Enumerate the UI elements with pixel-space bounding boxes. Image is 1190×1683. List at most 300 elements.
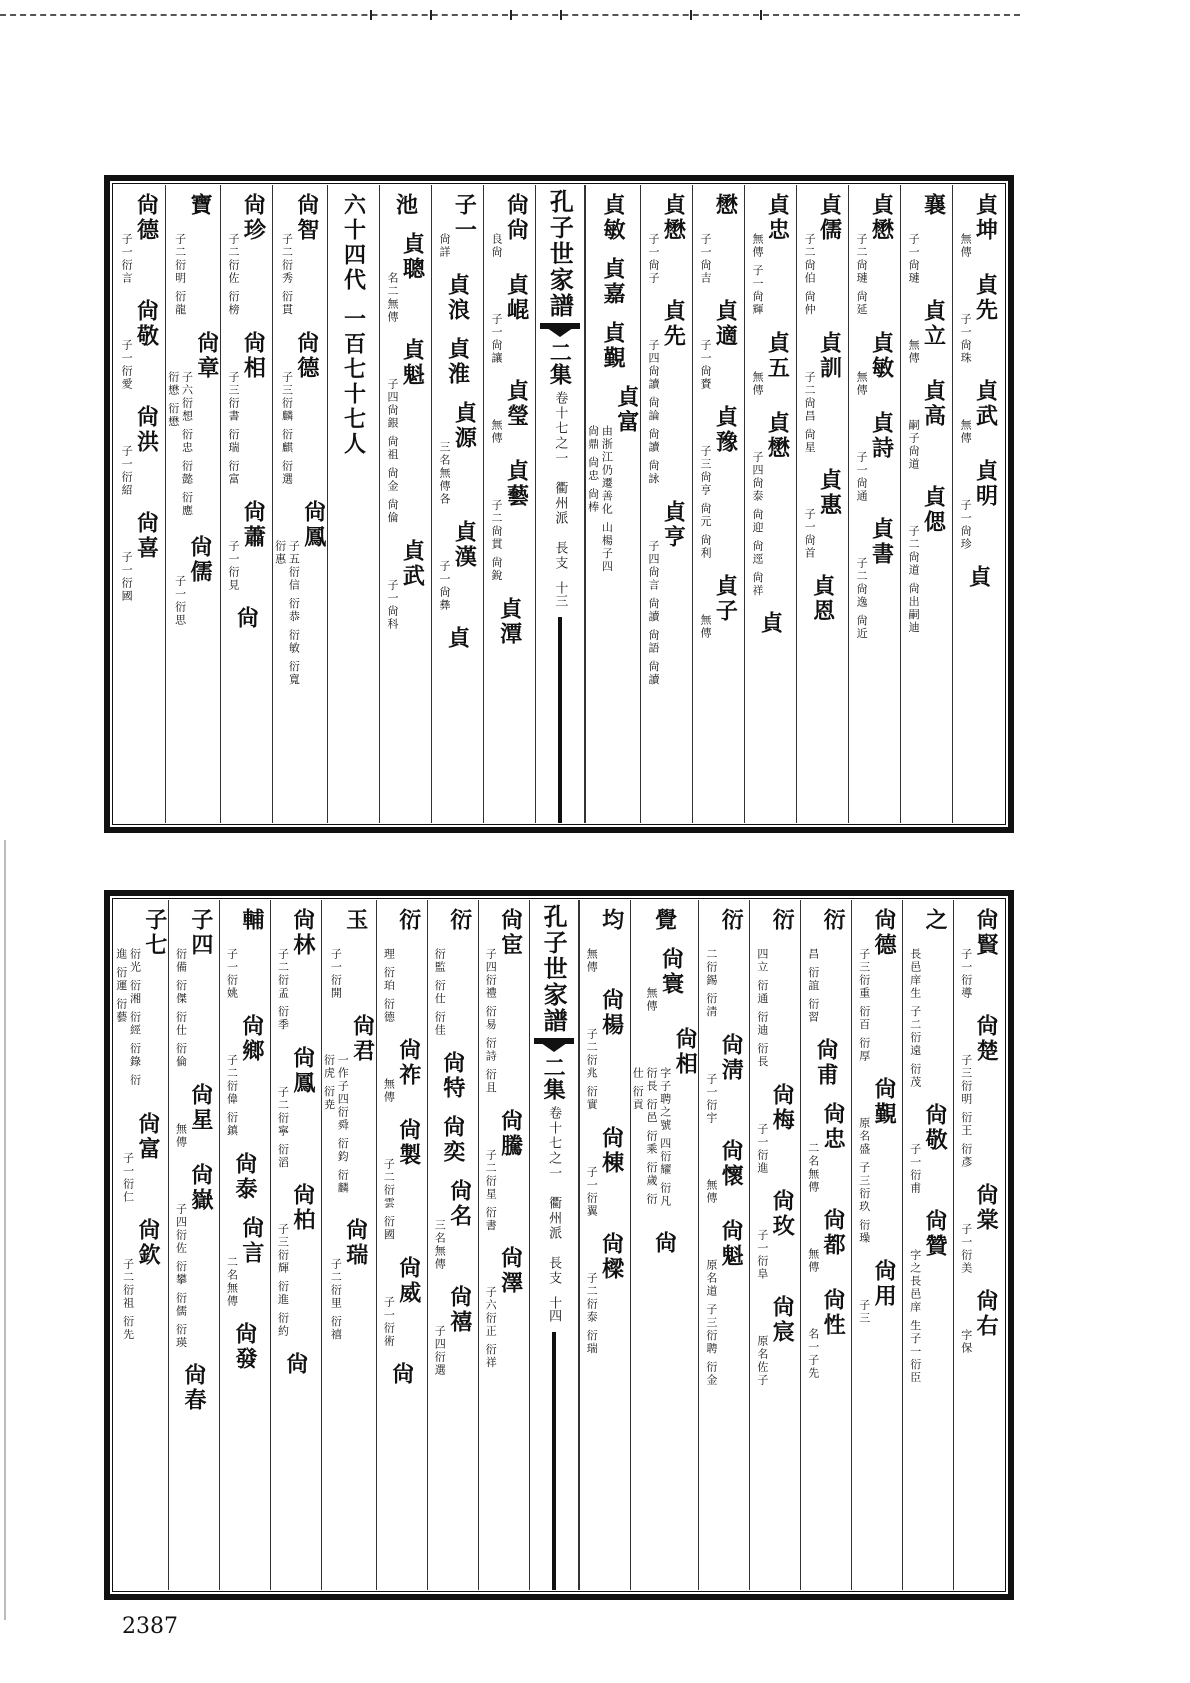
person-entry (750, 331, 790, 397)
person-note: 子四衍禮 衍易 衍詩 衍且 (484, 948, 498, 1095)
person-name: 貞 (444, 626, 471, 651)
person-name: 貞武 (972, 379, 999, 429)
person-name: 尙嶽 (187, 1162, 214, 1213)
person-note: 子一衍思 (173, 574, 187, 627)
person-note: 子一衍阜 (755, 1228, 769, 1281)
person-entry (174, 1163, 214, 1350)
person-entry (600, 257, 626, 307)
person-name: 貞覲 (600, 321, 627, 371)
person-entry (586, 385, 640, 575)
person-note: 子二衍孟 衍季 (276, 948, 290, 1032)
person-note: 子一尙科 (385, 578, 399, 631)
person-note: 字保 (959, 1329, 973, 1355)
person-entry (806, 1208, 846, 1274)
person-name: 衍 (395, 908, 422, 933)
person-entry (854, 411, 894, 503)
person-name: 衍 (718, 908, 745, 933)
person-note: 子一尙賚 (699, 339, 712, 391)
text-column (321, 900, 376, 1590)
person-entry (857, 1077, 897, 1245)
person-note: 子一衍言 (120, 233, 134, 285)
person-note: 無傳 (855, 370, 869, 397)
person-entry (802, 331, 842, 455)
person-name: 貞五 (764, 330, 791, 381)
person-note: 子一尙彝 (438, 560, 452, 612)
person-entry (704, 1139, 744, 1205)
text-column (376, 900, 427, 1590)
person-name: 尙甫 (813, 1038, 840, 1088)
text-column (272, 185, 327, 823)
person-name: 尙賢 (973, 908, 1000, 958)
person-entry (322, 1014, 376, 1204)
person-name: 尙林 (289, 908, 316, 958)
person-note: 無傳 (174, 1122, 188, 1149)
person-name: 六十四代 (340, 193, 367, 293)
person-name: 尙儒 (186, 534, 213, 585)
person-entry (489, 459, 529, 583)
person-name: 貞 (965, 565, 992, 590)
person-note: 子一尙珠 (959, 313, 973, 365)
person-entry (908, 1103, 948, 1195)
person-entry (119, 511, 159, 603)
person-name: 尙忠 (820, 1102, 847, 1152)
person-entry (329, 908, 369, 1000)
person-name: 貞儒 (816, 193, 843, 243)
person-entry (385, 338, 425, 525)
person-note: 無傳 子一尙輝 (751, 233, 765, 317)
person-entry (388, 1362, 414, 1387)
text-column (640, 185, 692, 823)
person-name: 衍 (446, 908, 473, 933)
person-note: 子一衍甫 (908, 1143, 922, 1195)
person-name: 尙楚 (973, 1014, 1000, 1064)
person-entry (385, 539, 425, 631)
person-note: 子三衍書 衍瑞 衍富 (227, 370, 241, 486)
genealogy-panel-upper (104, 175, 1014, 833)
person-note: 無傳 (699, 614, 712, 640)
person-entry (704, 1033, 744, 1125)
person-note: 衍備 衍傑 衍仕 衍倫 (174, 948, 188, 1069)
person-entry (225, 1216, 265, 1308)
person-entry (181, 1363, 207, 1413)
person-entry (392, 193, 418, 218)
person-entry (226, 500, 266, 592)
person-name: 尙珍 (240, 193, 267, 243)
person-name: 貞適 (712, 299, 739, 349)
person-entry (276, 1183, 316, 1338)
person-entry (646, 299, 686, 486)
person-note: 三名無傳各 (438, 441, 452, 506)
person-entry (750, 411, 790, 598)
person-note: 子二衍祖 衍先 (121, 1258, 135, 1342)
person-note: 理 衍珀 衍德 (382, 948, 396, 1024)
person-name: 尙楊 (598, 988, 625, 1038)
person-entry (382, 1256, 422, 1348)
person-entry (698, 574, 738, 640)
person-name: 尙洪 (133, 405, 160, 455)
person-entry (276, 908, 316, 1032)
person-entry (755, 1295, 795, 1387)
person-name: 懋 (712, 193, 739, 218)
person-entry (755, 1083, 795, 1175)
person-name: 貞嘉 (600, 257, 627, 307)
person-entry (340, 307, 366, 457)
person-name: 尙 (388, 1361, 415, 1387)
person-name: 尙鄉 (238, 1014, 265, 1064)
person-name: 尙 (233, 605, 260, 631)
text-column (744, 185, 796, 823)
person-note: 子二尙伯 尙仲 (803, 233, 817, 317)
person-name: 子四 (187, 908, 214, 958)
person-note: 子二衍佐 衍榜 (227, 233, 241, 317)
person-name: 尙梅 (769, 1082, 796, 1133)
person-note: 子二尙昌 尙星 (803, 370, 817, 454)
person-name: 貞高 (920, 379, 947, 429)
person-entry (437, 520, 477, 612)
person-name: 尙欽 (135, 1218, 161, 1268)
person-name: 尙敬 (922, 1103, 949, 1153)
person-entry (385, 232, 425, 324)
person-name: 貞詩 (868, 410, 895, 461)
person-name: 尙智 (293, 193, 320, 243)
collection-label: 二集 (546, 341, 573, 385)
person-name: 貞懋 (868, 193, 895, 243)
person-name: 尙祚 (395, 1038, 422, 1088)
person-note: 長邑庠生 子二衍遠 衍茂 (908, 948, 922, 1089)
person-note: 子一衍國 (120, 551, 134, 603)
person-name: 貞偲 (920, 485, 947, 535)
person-name: 尙性 (820, 1288, 847, 1338)
person-entry (600, 321, 626, 371)
person-name: 貞明 (972, 459, 999, 509)
person-entry (651, 908, 677, 933)
person-note: 二衍錫 衍清 (704, 948, 718, 1019)
person-entry (857, 908, 897, 1063)
person-name: 寶 (186, 193, 213, 218)
text-column (796, 185, 848, 823)
person-note: 名一子先 (806, 1328, 820, 1380)
person-note: 衍光 衍湘 衍經 衍錄 衍進 衍運 衍藝 (114, 948, 142, 1087)
person-entry (340, 193, 366, 293)
person-name: 之 (922, 908, 949, 933)
person-entry (958, 379, 998, 445)
text-column (800, 900, 851, 1590)
person-name: 尙製 (395, 1118, 422, 1168)
person-name: 尙棟 (598, 1125, 625, 1176)
person-name: 貞立 (920, 299, 947, 349)
person-note: 四立 衍通 衍迪 衍長 (755, 948, 769, 1069)
person-note: 名二無傳 (385, 272, 399, 324)
text-column (220, 185, 272, 823)
person-entry (854, 517, 894, 641)
person-entry (809, 574, 835, 624)
person-note: 子四衍佐 衍攀 衍儒 衍瑛 (174, 1202, 188, 1349)
person-entry (959, 1014, 999, 1169)
person-note: 子四尙讀 尙論 尙讀 尙詠 (646, 339, 660, 486)
person-entry (750, 193, 790, 317)
person-note: 一作子四衍舜 衍鈞 衍麟 衍虎 衍尭 (322, 1054, 350, 1195)
person-note: 子一衍術 (382, 1295, 396, 1348)
person-name: 尙宦 (497, 908, 524, 958)
person-entry (439, 1051, 465, 1101)
person-entry (226, 193, 266, 317)
person-entry (433, 1179, 473, 1271)
person-note: 子一衍翼 (585, 1165, 599, 1218)
person-name: 尙春 (181, 1363, 208, 1413)
person-note: 字子聘之號 四衍耀 衍凡 衍長 衍邑 衍乘 衍歲 衍仕 衍貢 (631, 1067, 672, 1208)
person-name: 尙贊 (922, 1209, 949, 1259)
person-entry (329, 1218, 369, 1342)
person-name: 玉 (342, 908, 369, 933)
person-name: 貞書 (868, 516, 895, 567)
person-note: 子四尙泰 尙迎 尙逕 尙祥 (751, 450, 765, 597)
text-column (630, 900, 699, 1590)
text-column (478, 900, 529, 1590)
person-entry (280, 331, 320, 486)
person-entry (651, 1231, 677, 1256)
person-name: 貞先 (660, 299, 687, 349)
person-note: 子一衍紹 (120, 445, 134, 497)
person-note: 無傳 (585, 948, 599, 974)
person-note: 無傳 (806, 1248, 820, 1274)
person-entry (584, 1126, 624, 1218)
center-rule (552, 1332, 556, 1590)
person-entry (489, 193, 529, 259)
person-note: 子一衍導 (959, 948, 973, 1000)
person-note: 子二衍星 衍書 (484, 1148, 498, 1232)
person-name: 尙 (651, 1231, 678, 1256)
person-name: 貞淮 (444, 337, 471, 387)
person-note: 子二衍秀 衍貫 (280, 233, 294, 317)
person-note: 子三 (857, 1299, 871, 1325)
person-entry (225, 1014, 265, 1138)
person-name: 尙禧 (446, 1285, 473, 1335)
person-entry (959, 1289, 999, 1355)
person-name: 尙尙 (503, 193, 530, 243)
person-name: 貞瑩 (503, 379, 530, 429)
person-entry (958, 273, 998, 365)
person-note: 無傳 (959, 233, 973, 259)
person-entry (382, 1118, 422, 1242)
person-note: 子一衍姚 (225, 948, 239, 1000)
person-name: 貞先 (972, 273, 999, 323)
person-entry (755, 908, 795, 1069)
person-entry (906, 193, 946, 285)
person-entry (698, 405, 738, 560)
person-entry (646, 500, 686, 687)
person-name: 尙奕 (439, 1115, 466, 1165)
text-column (270, 900, 321, 1590)
text-column (327, 185, 379, 823)
person-note: 子一尙子 (646, 233, 660, 285)
person-note: 無傳 (704, 1178, 718, 1205)
person-entry (908, 1209, 948, 1385)
person-note: 無傳 (490, 419, 504, 445)
person-note: 嗣子尙道 (907, 419, 921, 471)
person-entry (704, 908, 744, 1019)
person-name: 池 (392, 193, 419, 218)
person-entry (906, 485, 946, 635)
person-name: 貞 (757, 611, 784, 636)
person-name: 子七 (141, 908, 168, 958)
person-note: 由浙江仍遷善化 山楊子四尙鼎 尙忠 尙棒 (586, 425, 614, 574)
text-column (698, 900, 749, 1590)
text-column (427, 900, 478, 1590)
person-name: 襄 (920, 193, 947, 218)
person-note: 無傳 (907, 339, 921, 365)
person-name: 尙騰 (497, 1108, 524, 1159)
person-name: 衍 (820, 908, 847, 933)
person-note: 三名無傳 (433, 1219, 447, 1271)
person-note: 子四尙言 尙讀 尙語 尙讀 (646, 539, 660, 686)
person-name: 貞敏 (600, 193, 627, 243)
person-entry (757, 611, 783, 636)
person-entry (857, 1259, 897, 1325)
person-entry (959, 1183, 999, 1275)
person-name: 子一 (451, 193, 478, 243)
person-name: 輔 (238, 908, 265, 933)
person-entry (698, 193, 738, 285)
person-entry (382, 1038, 422, 1104)
person-entry (439, 1115, 465, 1165)
person-name: 尙澤 (497, 1246, 524, 1296)
text-column (165, 185, 220, 823)
person-name: 尙富 (135, 1112, 161, 1162)
person-name: 貞武 (399, 538, 426, 589)
text-column (851, 900, 902, 1590)
text-column (219, 900, 270, 1590)
page-number: 2387 (122, 1614, 178, 1639)
person-name: 尙喜 (133, 511, 160, 561)
person-entry (444, 337, 470, 387)
person-name: 尙德 (133, 193, 160, 243)
center-title-column (529, 900, 579, 1590)
text-column (902, 900, 953, 1590)
person-entry (813, 1038, 839, 1088)
person-entry (232, 1322, 258, 1372)
person-name: 貞坤 (972, 193, 999, 243)
text-column (749, 900, 800, 1590)
person-entry (484, 908, 524, 1095)
binding-shadow (4, 840, 6, 1620)
person-name: 尙蕭 (240, 499, 267, 550)
person-entry (273, 500, 327, 690)
person-entry (283, 1352, 309, 1377)
person-entry (906, 299, 946, 365)
person-note: 子一尙璉 (907, 233, 921, 285)
person-name: 尙柏 (289, 1183, 316, 1233)
person-name: 貞恩 (809, 574, 836, 624)
person-note: 子二尙道 尙出嗣迪 (907, 525, 921, 635)
person-note: 昌 衍誼 衍習 (806, 948, 820, 1024)
person-name: 貞藝 (503, 459, 530, 509)
person-name: 貞聰 (399, 232, 426, 282)
person-note: 子一尙首 (803, 508, 817, 560)
person-note: 二名無傳 (225, 1255, 239, 1308)
person-entry (755, 1189, 795, 1281)
person-entry (437, 193, 477, 259)
person-entry (121, 1218, 161, 1342)
person-note: 子二衍寧 衍滔 (276, 1085, 290, 1169)
person-note: 子五衍信 衍恭 衍敏 衍寬 衍惠 (273, 539, 301, 686)
person-name: 貞子 (712, 574, 739, 624)
person-note: 子六衍正 衍祥 (484, 1286, 498, 1370)
leaf-number: 十三 (552, 581, 568, 607)
person-entry (173, 193, 213, 317)
person-name: 尙 (282, 1352, 309, 1377)
person-name: 貞惠 (816, 468, 843, 518)
volume-label: 卷十七之一 衢州派 長支 (546, 1106, 562, 1286)
person-note: 子二衍泰 衍瑞 (585, 1271, 599, 1355)
page-top-edge (0, 14, 1020, 16)
text-column (114, 900, 168, 1590)
person-entry (631, 1027, 699, 1217)
person-name: 尙德 (871, 908, 898, 958)
person-note: 子一衍宇 (704, 1072, 718, 1125)
person-entry (232, 1152, 258, 1202)
person-note: 子三衍重 衍百 衍厚 (857, 948, 871, 1063)
person-name: 尙鳳 (300, 499, 327, 550)
person-note: 字之長邑庠 生子一衍臣 (908, 1249, 922, 1385)
person-entry (119, 193, 159, 285)
collection-label: 二集 (540, 1056, 567, 1100)
person-note: 原名佐子 (755, 1334, 769, 1387)
person-note: 子六衍想 衍忠 衍懿 衍應 衍懋 衍懋 (166, 370, 194, 517)
person-note: 子一衍愛 (120, 339, 134, 391)
person-note: 子一衍進 (755, 1122, 769, 1175)
person-name: 尙玫 (769, 1188, 796, 1239)
person-note: 原名盛 子三衍玖 衍璪 (857, 1117, 871, 1245)
person-entry (584, 908, 624, 974)
person-name: 尙宸 (769, 1294, 796, 1345)
person-name: 尙威 (395, 1255, 422, 1306)
person-entry (276, 1046, 316, 1170)
book-title: 孔子世家譜 (545, 189, 575, 319)
person-entry (444, 273, 470, 323)
person-name: 尙鳳 (289, 1045, 316, 1096)
person-name: 尙魁 (718, 1218, 745, 1269)
person-note: 無傳 (645, 987, 659, 1013)
text-column (168, 900, 219, 1590)
person-name: 尙德 (293, 330, 320, 381)
person-entry (704, 1219, 744, 1387)
person-entry (489, 273, 529, 365)
person-note: 子一尙通 (855, 450, 869, 503)
person-entry (600, 193, 626, 243)
person-entry (484, 1109, 524, 1233)
person-name: 尙敬 (133, 299, 160, 349)
person-note: 子三衍麟 衍麒 衍選 (280, 370, 294, 486)
person-name: 貞浪 (444, 273, 471, 323)
person-name: 尙懷 (718, 1138, 745, 1189)
person-entry (174, 1083, 214, 1149)
center-rule (558, 617, 562, 823)
person-note: 子一尙珍 (959, 499, 973, 551)
fish-tail-mark (540, 323, 580, 337)
person-name: 貞潭 (496, 596, 523, 647)
person-note: 子四尙銀 尙祖 尙金 尙倫 (385, 378, 399, 525)
person-note: 原名道 子三衍聘 衍金 (704, 1258, 718, 1387)
person-note: 子二衍兆 衍實 (585, 1028, 599, 1112)
person-note: 子一尙讓 (490, 313, 504, 365)
person-name: 尙樑 (598, 1231, 625, 1282)
person-entry (958, 193, 998, 259)
genealogy-panel-lower (104, 890, 1014, 1600)
person-entry (906, 379, 946, 471)
person-note: 子二衍明 衍龍 (173, 233, 187, 317)
person-name: 一百七十七人 (340, 307, 367, 457)
text-column (848, 185, 900, 823)
